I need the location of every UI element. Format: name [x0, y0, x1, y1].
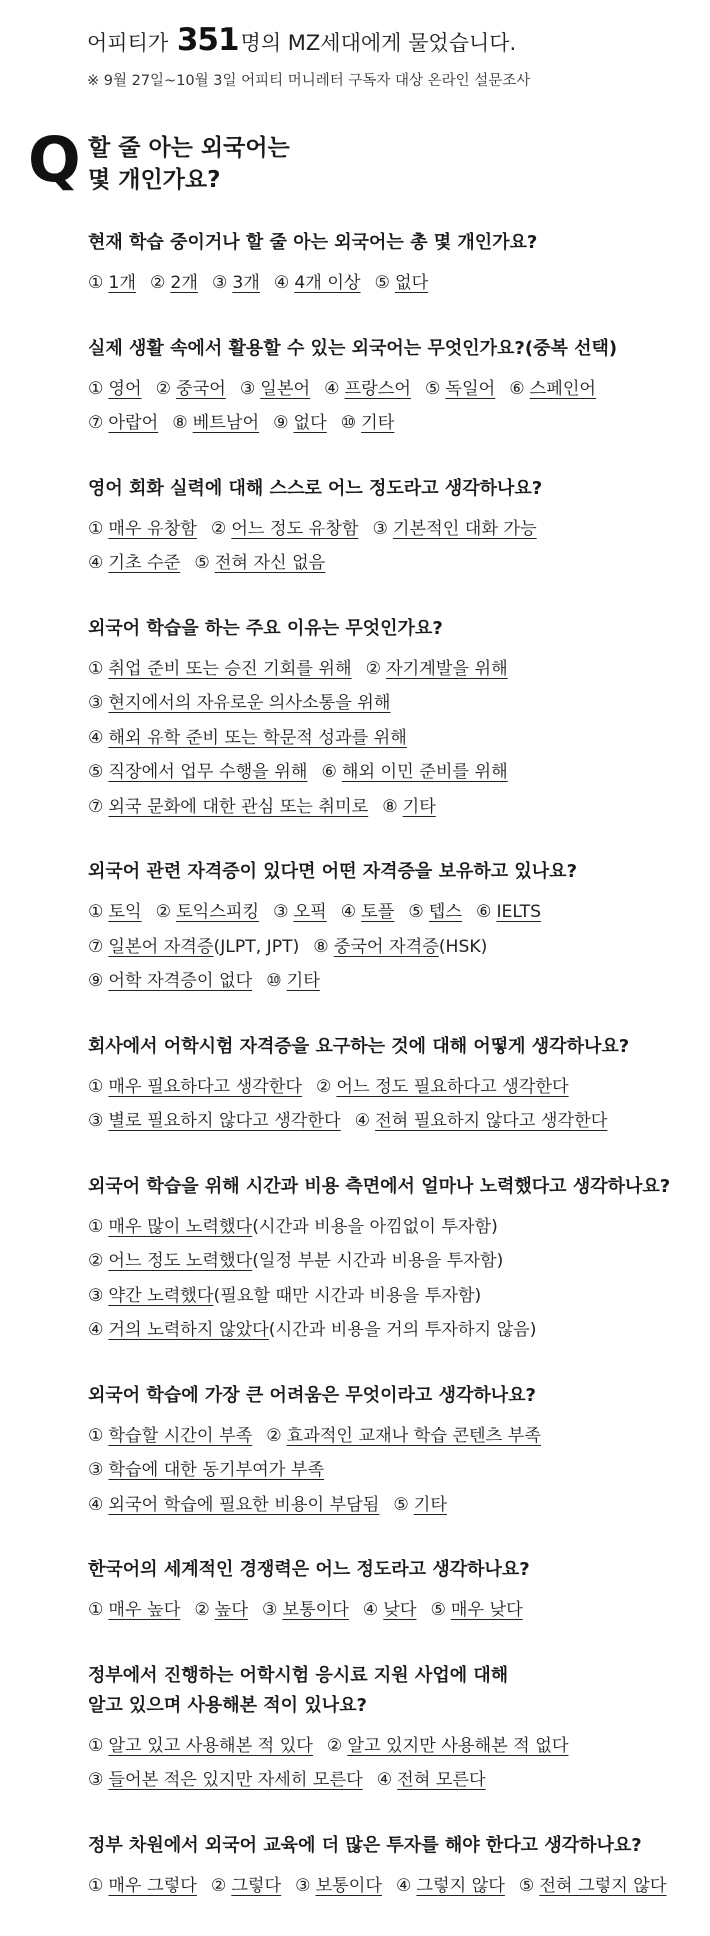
- option-number: ③: [372, 518, 388, 539]
- option-line: [88, 1488, 698, 1523]
- option-number: ⑧: [313, 936, 329, 957]
- answer-option: [88, 659, 352, 679]
- question-text: [88, 474, 698, 504]
- option-number: ⑦: [88, 413, 104, 433]
- answer-option: [88, 1286, 481, 1306]
- option-number: ⑩: [340, 413, 357, 433]
- option-line: [88, 755, 698, 790]
- section-heading: [28, 124, 688, 204]
- option-number: ③: [295, 1875, 311, 1896]
- option-label: 없다: [394, 273, 429, 293]
- option-label: 효과적인 교재나 학습 콘텐츠 부족: [286, 1425, 541, 1446]
- question-text: [88, 228, 698, 258]
- option-number: ⑤: [518, 1875, 535, 1896]
- option-label: 일본어 자격증: [108, 936, 214, 957]
- option-number: ②: [210, 518, 227, 539]
- answer-option: [88, 1600, 180, 1620]
- option-number: ①: [88, 518, 104, 539]
- option-number: ③: [88, 1770, 104, 1790]
- option-label: 전혀 모른다: [397, 1770, 486, 1790]
- option-label: 중국어: [176, 378, 226, 399]
- option-line: [88, 546, 698, 581]
- option-label: 오픽: [293, 902, 327, 922]
- answer-option: [88, 1736, 313, 1756]
- option-label: 토익스피킹: [176, 902, 260, 922]
- answer-option: [88, 762, 307, 782]
- question-item: [88, 1172, 698, 1348]
- question-item: [88, 228, 698, 301]
- headline-suffix: 명의 MZ세대에게 물었습니다.: [240, 31, 517, 55]
- respondent-count: 351: [176, 22, 239, 58]
- option-label: 학습할 시간이 부족: [108, 1425, 253, 1446]
- option-label: 높다: [214, 1600, 248, 1620]
- question-text: [88, 1831, 698, 1861]
- answer-option: [321, 762, 507, 782]
- option-line: [88, 1869, 698, 1904]
- option-number: ⑦: [88, 796, 104, 817]
- option-label: 낮다: [383, 1600, 417, 1620]
- answer-option: [88, 1251, 503, 1271]
- option-label: IELTS: [496, 902, 541, 922]
- answer-option: [327, 1736, 569, 1756]
- option-number: ④: [395, 1875, 412, 1896]
- question-text-line: 실제 생활 속에서 활용할 수 있는 외국어는 무엇인가요?(중복 선택): [88, 337, 618, 359]
- answer-option: [88, 519, 197, 539]
- answer-option: [372, 519, 536, 539]
- option-label: 그렇다: [231, 1875, 282, 1896]
- option-label: 3개: [232, 273, 260, 293]
- answer-option: [316, 1077, 569, 1097]
- q-mark: Q: [28, 123, 81, 196]
- answer-option: [266, 1426, 541, 1446]
- option-line: [88, 1593, 698, 1628]
- headline-prefix: 어피티가: [87, 31, 175, 55]
- answer-option: [88, 1770, 363, 1790]
- option-line: [88, 1104, 698, 1139]
- answer-option: [396, 1876, 505, 1896]
- option-number: ⑤: [424, 378, 441, 399]
- option-label: 전혀 자신 없음: [214, 553, 326, 573]
- option-label: 어학 자격증이 없다: [108, 971, 253, 991]
- answer-option: [88, 553, 180, 573]
- option-number: ②: [155, 902, 172, 922]
- option-number: ⑤: [393, 1494, 409, 1515]
- answer-option: [262, 1600, 349, 1620]
- option-label: 매우 많이 노력했다: [108, 1216, 253, 1237]
- option-label: 들어본 적은 있지만 자세히 모른다: [108, 1770, 363, 1790]
- option-number: ③: [211, 273, 228, 293]
- option-label: 해외 유학 준비 또는 학문적 성과를 위해: [108, 727, 407, 748]
- option-label: 기본적인 대화 가능: [392, 518, 537, 539]
- option-number: ⑤: [408, 902, 424, 922]
- answer-option: [476, 902, 541, 922]
- option-line: [88, 1729, 698, 1764]
- question-item: [88, 614, 698, 825]
- option-number: ③: [273, 902, 289, 922]
- option-line: [88, 1313, 698, 1348]
- option-label: 자기계발을 위해: [386, 658, 508, 679]
- option-number: ②: [210, 1875, 227, 1896]
- answer-option: [295, 1876, 382, 1896]
- answer-option: [273, 902, 327, 922]
- option-number: ①: [88, 1076, 104, 1097]
- answer-option: [266, 971, 320, 991]
- option-line: [88, 1210, 698, 1245]
- answer-option: [88, 1495, 379, 1515]
- answer-option: [88, 693, 390, 713]
- option-number: ②: [266, 1425, 282, 1446]
- answer-option: [382, 797, 436, 817]
- question-text: [88, 334, 698, 364]
- answer-option: [509, 379, 596, 399]
- answer-option: [88, 728, 407, 748]
- answer-option: [88, 1217, 498, 1237]
- option-number: ④: [88, 727, 104, 748]
- option-number: ⑨: [88, 971, 104, 991]
- option-line: [88, 1279, 698, 1314]
- option-line: [88, 721, 698, 756]
- question-item: [88, 857, 698, 999]
- question-text-line: 현재 학습 중이거나 할 줄 아는 외국어는 총 몇 개인가요?: [88, 232, 538, 253]
- option-line: [88, 895, 698, 930]
- option-line: [88, 1419, 698, 1454]
- option-label: 알고 있지만 사용해본 적 없다: [347, 1735, 569, 1756]
- question-text-line: 알고 있으며 사용해본 적이 있나요?: [88, 1694, 367, 1716]
- option-number: ⑥: [476, 902, 492, 922]
- option-label: 보통이다: [282, 1600, 349, 1620]
- option-number: ④: [354, 1111, 371, 1131]
- option-label: 보통이다: [315, 1875, 382, 1896]
- option-line: [88, 512, 698, 547]
- option-label: 알고 있고 사용해본 적 있다: [108, 1735, 313, 1756]
- question-text-line: 정부 차원에서 외국어 교육에 더 많은 투자를 해야 한다고 생각하나요?: [88, 1834, 642, 1856]
- option-label: 매우 유창함: [108, 518, 197, 539]
- option-number: ④: [324, 378, 340, 399]
- survey-note: ※ 9월 27일~10월 3일 어피티 머니레터 구독자 대상 온라인 설문조사: [87, 73, 531, 89]
- option-number: ⑤: [374, 273, 390, 293]
- option-number: ③: [88, 1111, 104, 1131]
- option-number: ①: [88, 902, 104, 922]
- option-label: 매우 높다: [108, 1600, 181, 1620]
- question-item: [88, 1831, 698, 1904]
- question-text-line: 영어 회화 실력에 대해 스스로 어느 정도라고 생각하나요?: [88, 477, 543, 499]
- answer-option: [355, 1111, 608, 1131]
- option-label: 그렇지 않다: [416, 1875, 505, 1896]
- question-item: [88, 1661, 698, 1798]
- option-number: ④: [362, 1600, 379, 1620]
- answer-option: [430, 1600, 522, 1620]
- option-line: [88, 930, 698, 965]
- option-number: ⑤: [88, 762, 104, 782]
- option-number: ③: [88, 1285, 104, 1306]
- section-title: [88, 132, 290, 196]
- question-text: [88, 1555, 698, 1585]
- option-number: ④: [88, 1320, 104, 1340]
- option-note: (JLPT, JPT): [213, 936, 300, 957]
- question-item: [88, 1381, 698, 1523]
- survey-header: [87, 20, 687, 90]
- option-line: [88, 1453, 698, 1488]
- answer-option: [88, 1460, 324, 1480]
- answer-option: [194, 553, 325, 573]
- answer-option: [194, 1600, 248, 1620]
- question-text-line: 외국어 학습에 가장 큰 어려움은 무엇이라고 생각하나요?: [88, 1384, 536, 1406]
- question-item: [88, 1032, 698, 1139]
- option-line: [88, 372, 698, 407]
- question-text-line: 회사에서 어학시험 자격증을 요구하는 것에 대해 어떻게 생각하나요?: [88, 1035, 630, 1057]
- headline: [87, 20, 687, 63]
- question-item: [88, 474, 698, 581]
- option-number: ②: [155, 378, 172, 399]
- option-number: ①: [88, 1216, 104, 1237]
- option-note: (일정 부분 시간과 비용을 투자함): [252, 1251, 504, 1271]
- option-line: [88, 686, 698, 721]
- answer-option: [150, 273, 198, 293]
- option-note: (시간과 비용을 거의 투자하지 않음): [268, 1320, 537, 1340]
- option-number: ③: [88, 693, 104, 713]
- option-label: 어느 정도 유창함: [231, 518, 359, 539]
- question-text-line: 외국어 학습을 하는 주요 이유는 무엇인가요?: [88, 617, 443, 639]
- option-number: ②: [194, 1600, 210, 1620]
- option-line: [88, 1763, 698, 1798]
- option-label: 외국 문화에 대한 관심 또는 취미로: [108, 796, 369, 817]
- option-label: 취업 준비 또는 승진 기회를 위해: [108, 658, 352, 679]
- option-number: ①: [88, 1875, 104, 1896]
- option-number: ②: [326, 1735, 343, 1756]
- option-number: ⑥: [321, 762, 337, 782]
- answer-option: [341, 902, 395, 922]
- answer-option: [274, 273, 361, 293]
- answer-option: [88, 797, 368, 817]
- option-number: ③: [261, 1600, 278, 1620]
- option-number: ③: [239, 378, 256, 399]
- option-number: ②: [365, 658, 382, 679]
- answer-option: [519, 1876, 667, 1896]
- option-line: [88, 1070, 698, 1105]
- option-label: 매우 낮다: [450, 1600, 523, 1620]
- option-note: (HSK): [438, 936, 488, 957]
- option-number: ①: [88, 1425, 104, 1446]
- question-text: [88, 857, 698, 887]
- answer-option: [240, 379, 310, 399]
- option-label: 현지에서의 자유로운 의사소통을 위해: [108, 693, 391, 713]
- option-number: ⑩: [266, 971, 282, 991]
- answer-option: [88, 1077, 302, 1097]
- answer-option: [88, 1320, 537, 1340]
- option-label: 기초 수준: [108, 553, 181, 573]
- question-list: [88, 228, 698, 1936]
- option-label: 전혀 그렇지 않다: [539, 1875, 667, 1896]
- option-number: ①: [88, 378, 104, 399]
- question-text: [88, 1172, 698, 1202]
- answer-option: [88, 937, 299, 957]
- question-item: [88, 334, 698, 441]
- answer-option: [366, 659, 508, 679]
- option-label: 기타: [413, 1494, 447, 1515]
- option-number: ⑤: [430, 1600, 446, 1620]
- option-number: ④: [273, 273, 290, 293]
- question-text: [88, 1381, 698, 1411]
- option-label: 중국어 자격증: [333, 936, 439, 957]
- option-label: 토익: [108, 902, 142, 922]
- answer-option: [156, 379, 226, 399]
- section-title-line-1: 할 줄 아는 외국어는: [88, 135, 290, 161]
- option-label: 약간 노력했다: [108, 1285, 214, 1306]
- option-label: 토플: [361, 902, 395, 922]
- option-number: ④: [340, 902, 357, 922]
- answer-option: [156, 902, 259, 922]
- option-label: 1개: [108, 273, 136, 293]
- option-label: 매우 그렇다: [108, 1875, 197, 1896]
- option-label: 거의 노력하지 않았다: [108, 1320, 269, 1340]
- option-line: [88, 406, 698, 441]
- answer-option: [88, 1111, 341, 1131]
- question-item: [88, 1555, 698, 1628]
- option-label: 전혀 필요하지 않다고 생각한다: [375, 1111, 608, 1131]
- option-label: 별로 필요하지 않다고 생각한다: [108, 1111, 341, 1131]
- option-number: ⑧: [172, 413, 188, 433]
- option-note: (필요할 때만 시간과 비용을 투자함): [213, 1285, 482, 1306]
- option-label: 해외 이민 준비를 위해: [341, 762, 508, 782]
- answer-option: [88, 971, 252, 991]
- answer-option: [88, 273, 136, 293]
- option-label: 매우 필요하다고 생각한다: [108, 1076, 302, 1097]
- option-label: 없다: [293, 413, 327, 433]
- question-text: [88, 1032, 698, 1062]
- option-line: [88, 790, 698, 825]
- option-label: 기타: [286, 971, 320, 991]
- answer-option: [88, 379, 142, 399]
- answer-option: [363, 1600, 417, 1620]
- option-label: 베트남어: [192, 413, 260, 433]
- answer-option: [375, 273, 429, 293]
- answer-option: [211, 519, 359, 539]
- option-label: 2개: [170, 273, 198, 293]
- option-label: 스페인어: [529, 378, 597, 399]
- option-label: 어느 정도 노력했다: [108, 1251, 253, 1271]
- option-label: 텝스: [428, 902, 463, 922]
- answer-option: [324, 379, 411, 399]
- option-label: 아랍어: [108, 413, 159, 433]
- answer-option: [88, 1876, 197, 1896]
- option-number: ①: [88, 658, 104, 679]
- option-number: ④: [88, 1494, 104, 1515]
- answer-option: [88, 1426, 252, 1446]
- option-line: [88, 266, 698, 301]
- answer-option: [393, 1495, 447, 1515]
- option-number: ⑨: [273, 413, 289, 433]
- answer-option: [273, 413, 327, 433]
- option-line: [88, 964, 698, 999]
- answer-option: [313, 937, 487, 957]
- answer-option: [377, 1770, 486, 1790]
- option-number: ①: [88, 1600, 104, 1620]
- answer-option: [212, 273, 260, 293]
- option-number: ②: [149, 273, 166, 293]
- option-number: ①: [88, 273, 104, 293]
- question-text-line: 외국어 관련 자격증이 있다면 어떤 자격증을 보유하고 있나요?: [88, 861, 578, 882]
- option-label: 기타: [361, 413, 395, 433]
- answer-option: [88, 902, 142, 922]
- option-number: ⑤: [194, 553, 210, 573]
- answer-option: [172, 413, 259, 433]
- section-title-line-2: 몇 개인가요?: [88, 167, 221, 193]
- answer-option: [425, 379, 495, 399]
- option-number: ②: [315, 1076, 332, 1097]
- option-number: ④: [88, 553, 104, 573]
- option-label: 4개 이상: [294, 273, 361, 293]
- option-number: ⑧: [382, 796, 398, 817]
- question-text: [88, 614, 698, 644]
- answer-option: [408, 902, 462, 922]
- option-line: [88, 1244, 698, 1279]
- option-label: 직장에서 업무 수행을 위해: [108, 762, 308, 782]
- answer-option: [211, 1876, 281, 1896]
- option-number: ⑥: [509, 378, 525, 399]
- option-number: ②: [88, 1251, 104, 1271]
- question-text-line: 한국어의 세계적인 경쟁력은 어느 정도라고 생각하나요?: [88, 1559, 530, 1580]
- option-label: 어느 정도 필요하다고 생각한다: [336, 1076, 569, 1097]
- question-text: [88, 1661, 698, 1721]
- option-label: 프랑스어: [344, 378, 411, 399]
- option-label: 학습에 대한 동기부여가 부족: [108, 1460, 325, 1480]
- answer-option: [88, 413, 158, 433]
- question-text-line: 외국어 학습을 위해 시간과 비용 측면에서 얼마나 노력했다고 생각하나요?: [88, 1175, 671, 1197]
- option-number: ③: [88, 1460, 104, 1480]
- option-label: 기타: [402, 796, 436, 817]
- option-number: ④: [376, 1770, 393, 1790]
- option-label: 외국어 학습에 필요한 비용이 부담됨: [108, 1494, 380, 1515]
- option-line: [88, 652, 698, 687]
- option-note: (시간과 비용을 아낌없이 투자함): [252, 1216, 498, 1237]
- question-text-line: 정부에서 진행하는 어학시험 응시료 지원 사업에 대해: [88, 1664, 509, 1686]
- option-label: 독일어: [445, 378, 496, 399]
- option-label: 영어: [108, 378, 142, 399]
- option-number: ①: [88, 1735, 104, 1756]
- option-label: 일본어: [260, 378, 311, 399]
- option-number: ⑦: [88, 936, 104, 957]
- answer-option: [341, 413, 395, 433]
